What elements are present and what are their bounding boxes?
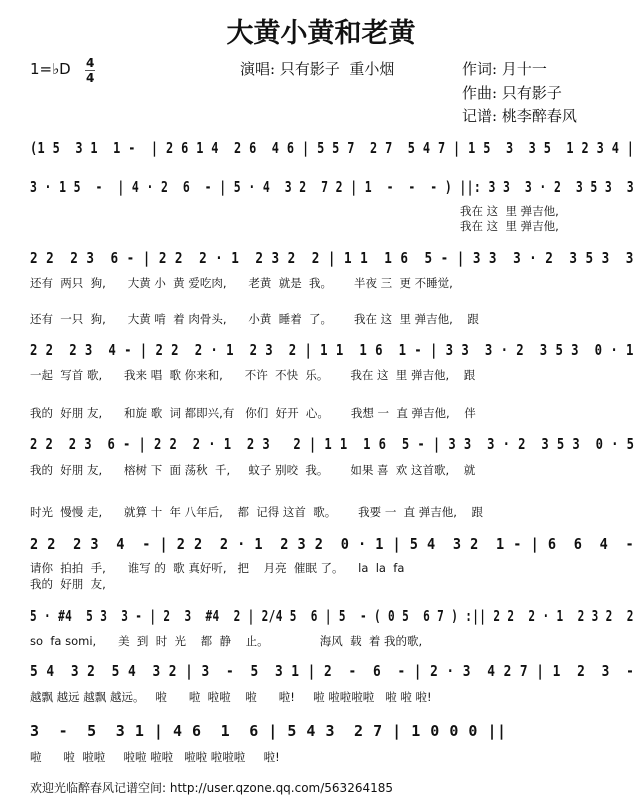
time-signature-bottom: 4 — [86, 71, 95, 85]
lyric-line: 请你 拍拍 手, 谁写 的 歌 真好听, 把 月亮 催眠 了。 la la fa — [30, 561, 405, 575]
lyric-line: 我的 好朋 友, 和旋 歌 词 都即兴,有 你们 好开 心。 我想 一 直 弹吉他, 伴 — [30, 406, 476, 420]
lyric-line: 我的 好朋 友, 榕树 下 面 荡秋 千, 蚊子 别咬 我。 如果 喜 欢 这首歌, 就 — [30, 463, 476, 477]
notation-row: 2 2 2 3 6 - | 2 2 2 · 1 2 3 2 | 1 1 1 6 5 - | 3 3 3 · 2 3 5 3 0 · 5 — [30, 435, 635, 453]
notation-row: 2 2 2 3 6 - | 2 2 2 · 1 2 3 2 2 | 1 1 1 6 5 - | 3 3 3 · 2 3 5 3 3 — [30, 249, 634, 267]
time-signature-top: 4 — [86, 56, 95, 70]
lyric-line: 我在 这 里 弹吉他, — [460, 219, 559, 233]
lyric-line: 越飘 越远 越飘 越远。 啦 啦 啦啦 啦 啦! 啦 啦啦啦啦 啦 啦 啦! — [30, 690, 432, 704]
notation-row: 5 · #4 5 3 3 - | 2 3 #4 2 | 2/4 5 6 | 5 - ( 0 5 6 7 ) :|| 2 2 2 · 1 2 3 2 2 — [30, 607, 634, 625]
lyric-line: 我的 好朋 友, — [30, 577, 106, 591]
lyricist: 作词: 月十一 — [462, 60, 547, 78]
lyric-line: 一起 写首 歌, 我来 唱 歌 你来和, 不许 不快 乐。 我在 这 里 弹吉他, 跟 — [30, 368, 476, 382]
transcriber: 记谱: 桃李醉春风 — [462, 107, 577, 125]
notation-row: (1 5 3 1 1 - | 2 6 1 4 2 6 4 6 | 5 5 7 2 7 5 4 7 | 1 5 3 3 5 1 2 3 4 | — [30, 139, 635, 157]
lyric-line: 时光 慢慢 走, 就算 十 年 八年后, 都 记得 这首 歌。 我要 一 直 弹吉他, 跟 — [30, 505, 484, 519]
lyric-line: 啦 啦 啦啦 啦啦 啦啦 啦啦 啦啦啦 啦! — [30, 750, 280, 764]
composer: 作曲: 只有影子 — [462, 84, 562, 102]
lyric-line: 还有 两只 狗, 大黄 小 黄 爱吃肉, 老黄 就是 我。 半夜 三 更 不睡觉, — [30, 276, 453, 290]
notation-row: 3 · 1 5 - | 4 · 2 6 - | 5 · 4 3 2 7 2 | 1 - - - ) ||: 3 3 3 · 2 3 5 3 3 — [30, 178, 635, 196]
lyric-line: 还有 一只 狗, 大黄 啃 着 肉骨头, 小黄 睡着 了。 我在 这 里 弹吉他, 跟 — [30, 312, 479, 326]
notation-row: 5 4 3 2 5 4 3 2 | 3 - 5 3 1 | 2 - 6 - | 2 · 3 4 2 7 | 1 2 3 - — [30, 662, 635, 680]
singers: 演唱: 只有影子 重小烟 — [240, 60, 395, 78]
notation-row: 2 2 2 3 4 - | 2 2 2 · 1 2 3 2 0 · 1 | 5 4 3 2 1 - | 6 6 4 - — [30, 535, 635, 553]
lyric-line: 我在 这 里 弹吉他, — [460, 204, 559, 218]
lyric-line: so fa somi, 美 到 时 光 都 静 止。 海风 载 着 我的歌, — [30, 634, 423, 648]
notation-row: 2 2 2 3 4 - | 2 2 2 · 1 2 3 2 | 1 1 1 6 1 - | 3 3 3 · 2 3 5 3 0 · 1 — [30, 341, 634, 359]
notation-row: 3 - 5 3 1 | 4 6 1 6 | 5 4 3 2 7 | 1 0 0 0 || — [30, 722, 507, 740]
song-title: 大黄小黄和老黄 — [226, 18, 416, 49]
footer-text: 欢迎光临醉春风记谱空间: http://user.qzone.qq.com/563264185 — [30, 781, 394, 795]
key-signature: 1=♭D — [30, 60, 71, 78]
